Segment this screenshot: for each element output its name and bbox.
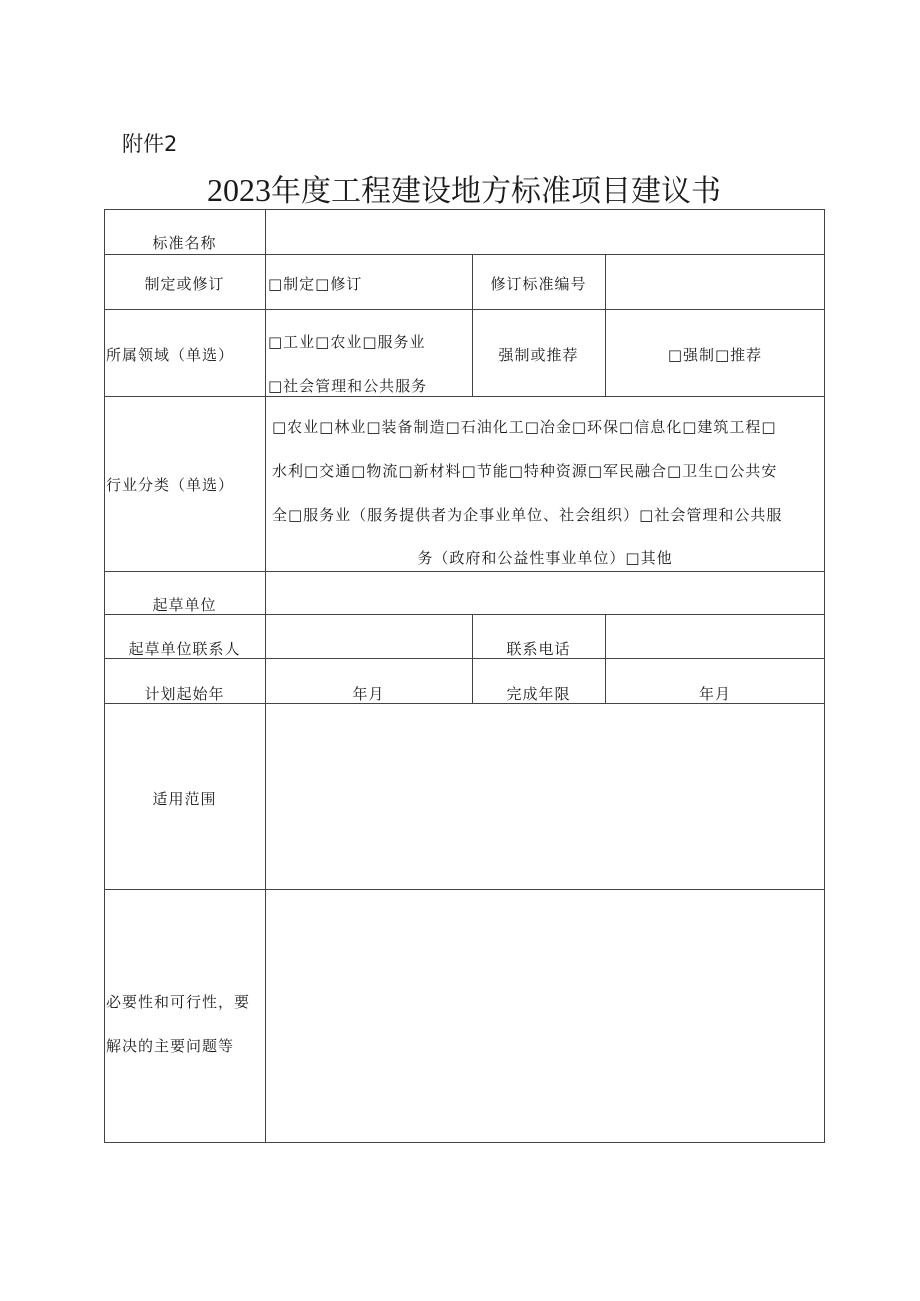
revision-label: 制定或修订: [144, 275, 225, 293]
domain-options-line2[interactable]: □社会管理和公共服务: [268, 377, 428, 395]
completion-deadline-field[interactable]: 年月: [698, 685, 731, 703]
scope-label: 适用范围: [152, 790, 217, 808]
industry-label: 行业分类（单选）: [106, 476, 235, 494]
document-title: [104, 166, 824, 210]
revision-options[interactable]: □制定□修订: [268, 275, 363, 293]
attachment-label: 附件2: [122, 132, 178, 156]
contact-person-label: 起草单位联系人: [128, 640, 241, 658]
row-divider: [104, 254, 825, 255]
industry-options-line2[interactable]: 水利□交通□物流□新材料□节能□特种资源□军民融合□卫生□公共安: [272, 462, 778, 480]
title-text: 年度工程建设地方标准项目建议书: [271, 174, 721, 209]
industry-options-line1[interactable]: □农业□林业□装备制造□石油化工□冶金□环保□信息化□建筑工程□: [272, 418, 777, 436]
contact-phone-label: 联系电话: [506, 640, 571, 658]
industry-options-line4[interactable]: 务（政府和公益性事业单位）□其他: [417, 549, 673, 567]
mandatory-or-recommended-label: 强制或推荐: [498, 346, 579, 364]
column-divider: [605, 254, 606, 396]
drafting-unit-label: 起草单位: [152, 596, 217, 614]
industry-options-line3[interactable]: 全□服务业（服务提供者为企事业单位、社会组织）□社会管理和公共服: [272, 506, 783, 524]
domain-options-line1[interactable]: □工业□农业□服务业: [268, 333, 426, 351]
completion-deadline-label: 完成年限: [506, 685, 571, 703]
column-divider: [265, 209, 266, 1143]
necessity-label-line2: 解决的主要问题等: [106, 1037, 235, 1055]
row-divider: [104, 396, 825, 397]
mandatory-or-recommended-options[interactable]: □强制□推荐: [667, 346, 763, 364]
title-year: 2023: [207, 172, 271, 208]
revised-standard-number-label: 修订标准编号: [490, 275, 587, 293]
row-divider: [104, 309, 825, 310]
planned-start-year-label: 计划起始年: [144, 685, 225, 703]
necessity-label-line1: 必要性和可行性，要: [106, 993, 251, 1011]
row-divider: [104, 889, 825, 890]
row-divider: [104, 571, 825, 572]
planned-start-year-field[interactable]: 年月: [352, 685, 385, 703]
standard-name-label: 标准名称: [152, 234, 217, 252]
domain-label: 所属领域（单选）: [106, 346, 235, 364]
